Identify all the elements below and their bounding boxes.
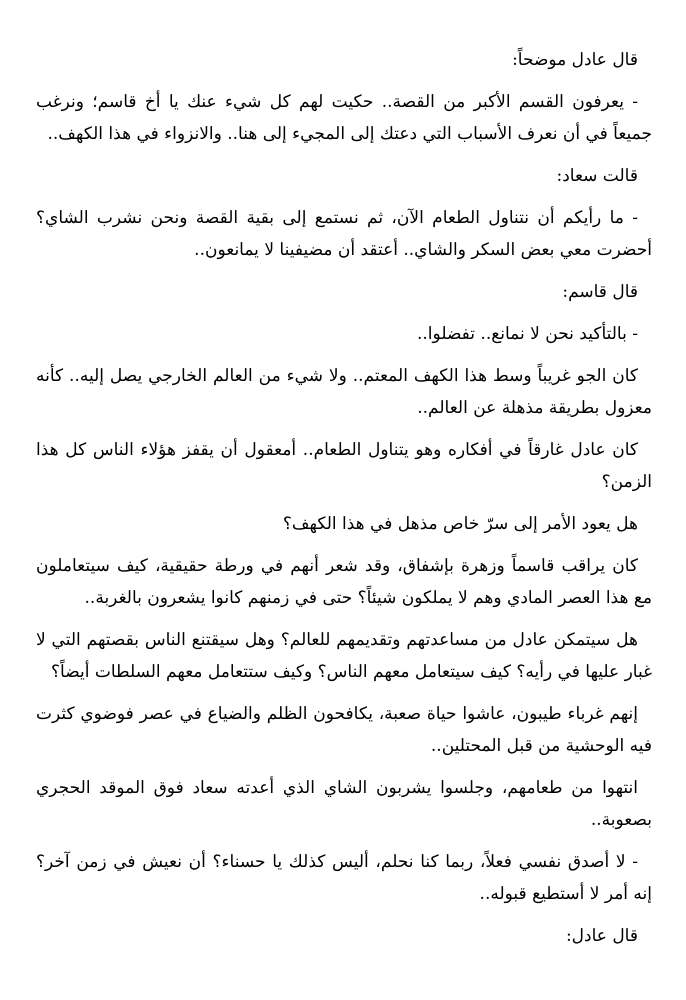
speaker-line: قال قاسم: (562, 282, 638, 302)
dialogue-paragraph: - لا أصدق نفسي فعلاً، ربما كنا نحلم، أليس كذلك يا حسناء؟ أن نعيش في زمن آخر؟ إنه أمر لا أستطيع قبوله.. (36, 852, 652, 904)
dialogue-paragraph: - يعرفون القسم الأكبر من القصة.. حكيت لهم كل شيء عنك يا أخ قاسم؛ ونرغب جميعاً في أن نعرف الأسباب التي دعتك إلى المجيء إلى هنا.. والانزواء في هذا الكهف.. (36, 92, 652, 144)
narrative-paragraph: كان يراقب قاسماً وزهرة بإشفاق، وقد شعر أنهم في ورطة حقيقية، كيف سيتعاملون مع هذا العصر المادي وهم لا يملكون شيئاً؟ حتى في زمنهم كانوا يشعرون بالغربة.. (36, 556, 652, 608)
narrative-paragraph: إنهم غرباء طيبون، عاشوا حياة صعبة، يكافحون الظلم والضياع في عصر فوضوي كثرت فيه الوحشية من قبل المحتلين.. (36, 704, 652, 756)
narrative-paragraph: انتهوا من طعامهم، وجلسوا يشربون الشاي الذي أعدته سعاد فوق الموقد الحجري بصعوبة.. (36, 778, 652, 830)
narrative-paragraph: هل سيتمكن عادل من مساعدتهم وتقديمهم للعالم؟ وهل سيقتنع الناس بقصتهم التي لا غبار عليها في رأيه؟ كيف سيتعامل معهم الناس؟ وكيف ستتعامل معهم السلطات أيضاً؟ (36, 630, 652, 682)
narrative-paragraph: كان الجو غريباً وسط هذا الكهف المعتم.. ولا شيء من العالم الخارجي يصل إليه.. كأنه معزول بطريقة مذهلة عن العالم.. (36, 366, 652, 418)
narrative-paragraph: كان عادل غارقاً في أفكاره وهو يتناول الطعام.. أمعقول أن يقفز هؤلاء الناس كل هذا الزمن؟ (36, 440, 652, 492)
speaker-line: قال عادل: (565, 926, 638, 946)
dialogue-paragraph: - ما رأيكم أن نتناول الطعام الآن، ثم نستمع إلى بقية القصة ونحن نشرب الشاي؟ أحضرت معي بعض السكر والشاي.. أعتقد أن مضيفينا لا يمانعون.. (36, 208, 652, 260)
speaker-line: قال عادل موضحاً: (512, 50, 638, 70)
dialogue-paragraph: - بالتأكيد نحن لا نمانع.. تفضلوا.. (417, 324, 638, 344)
speaker-line: قالت سعاد: (556, 166, 638, 186)
book-page (36, 44, 652, 962)
narrative-paragraph: هل يعود الأمر إلى سرّ خاص مذهل في هذا الكهف؟ (282, 514, 638, 534)
